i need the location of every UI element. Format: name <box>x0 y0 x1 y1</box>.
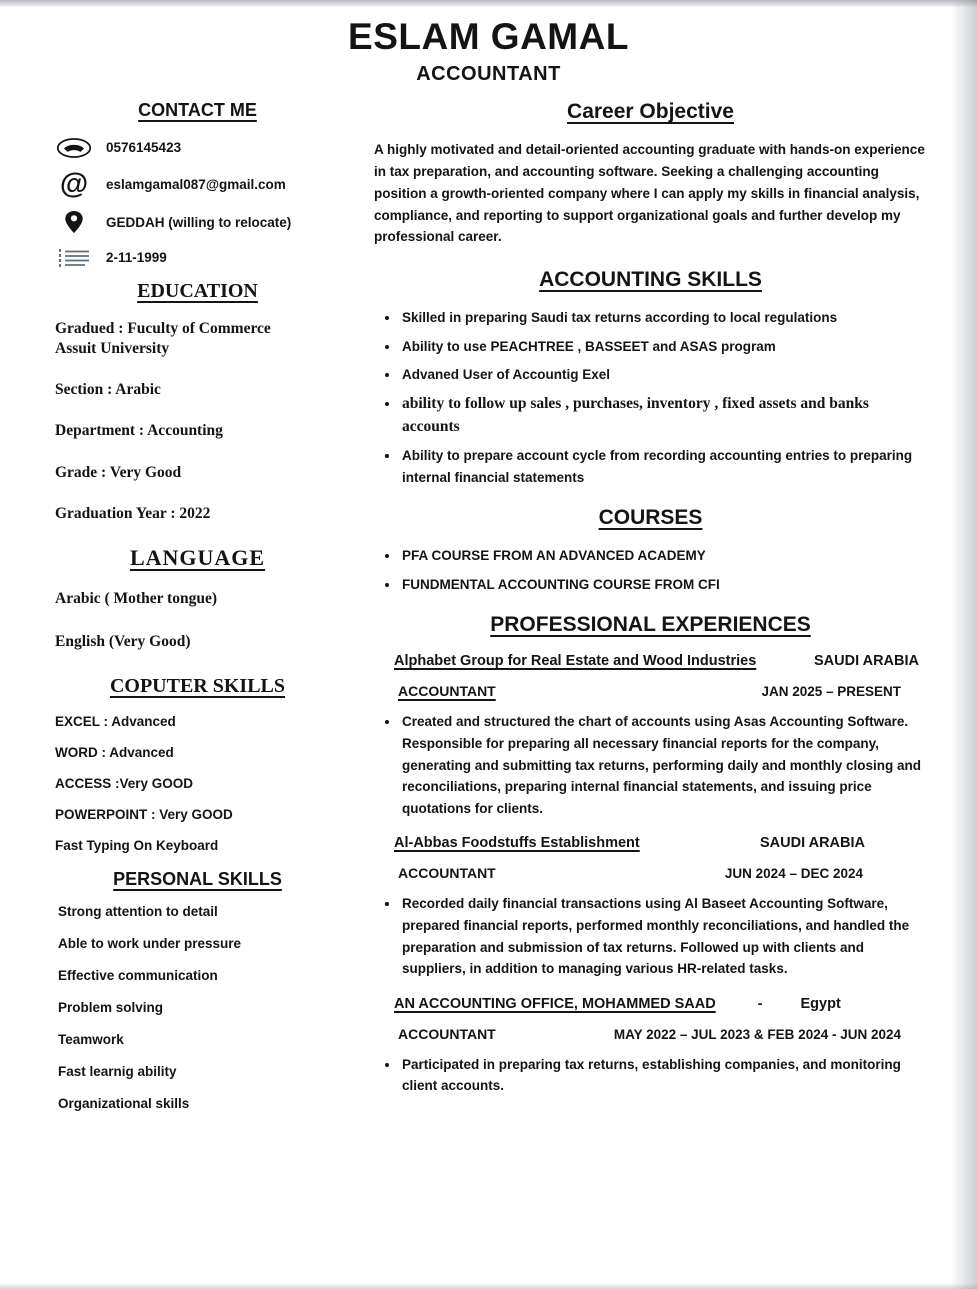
job-header <box>374 653 927 669</box>
location-separator: - <box>757 995 763 1012</box>
job-entry <box>374 653 927 819</box>
language-item: English (Very Good) <box>55 632 191 650</box>
computer-skill-item: ACCESS :Very GOOD <box>55 776 194 792</box>
computer-skills-list <box>55 714 340 853</box>
job-entry <box>374 835 927 979</box>
personal-skill-item: Fast learnig ability <box>58 1064 177 1080</box>
job-entry <box>374 996 927 1097</box>
job-role-row <box>374 1026 927 1042</box>
section-computer-skills <box>55 675 340 853</box>
accounting-skill-item: • Ability to use PEACHTREE , BASSEET and ASAS program <box>400 336 927 358</box>
job-description-list <box>374 1054 927 1097</box>
job-location: SAUDI ARABIA <box>760 835 865 852</box>
accounting-skill-item: • Skilled in preparing Saudi tax returns according to local regulations <box>400 307 927 329</box>
contact-row-location <box>55 209 340 235</box>
section-courses <box>374 506 927 595</box>
job-description-list <box>374 893 927 979</box>
personal-skills-heading: PERSONAL SKILLS <box>113 869 282 890</box>
education-item: Section : Arabic <box>55 381 161 399</box>
phone-icon <box>55 138 93 158</box>
job-role-row <box>374 683 927 699</box>
language-heading: LANGUAGE <box>129 544 266 570</box>
job-description: • Created and structured the chart of accounts using Asas Accounting Software. Responsible for preparing all necessary financial reports for the company, generating and submitting tax returns, performing daily and monthly closing and reconciliations, preparing internal financial statements, and issuing price quotations for clients. <box>400 711 927 819</box>
course-item: • PFA COURSE FROM AN ADVANCED ACADEMY <box>400 545 927 567</box>
section-contact <box>55 100 340 270</box>
email-value: eslamgamal087@gmail.com <box>106 177 286 192</box>
scan-edge-bottom <box>0 1283 977 1289</box>
personal-skill-item: Effective communication <box>58 968 218 984</box>
job-dates: MAY 2022 – JUL 2023 & FEB 2024 - JUN 2024 <box>613 1026 901 1042</box>
birthdate-value: 2-11-1999 <box>106 250 167 265</box>
contact-row-phone <box>55 135 340 160</box>
location-icon <box>55 209 93 235</box>
accounting-skill-item: • Advaned User of Accountig Exel <box>400 364 927 386</box>
courses-heading: COURSES <box>598 506 703 530</box>
job-location: Egypt <box>800 995 841 1012</box>
section-experience <box>374 613 927 1097</box>
accounting-skill-item: • Ability to prepare account cycle from recording accounting entries to preparing internal financial statements <box>400 445 927 488</box>
personal-skill-item: Teamwork <box>58 1032 124 1048</box>
section-personal-skills <box>55 869 340 1111</box>
scan-edge-top <box>0 0 977 7</box>
accounting-skill-item: • ability to follow up sales , purchases, inventory , fixed assets and banks accounts <box>400 393 927 438</box>
contact-list <box>55 135 340 270</box>
job-dates: JAN 2025 – PRESENT <box>761 684 901 700</box>
education-item: Department : Accounting <box>55 422 223 440</box>
company-name: Al-Abbas Foodstuffs Establishment <box>394 835 640 852</box>
experience-heading: PROFESSIONAL EXPERIENCES <box>490 613 811 637</box>
job-dates: JUN 2024 – DEC 2024 <box>724 866 863 882</box>
job-header <box>374 835 927 851</box>
language-item: Arabic ( Mother tongue) <box>55 589 218 607</box>
personal-skill-item: Able to work under pressure <box>58 936 242 952</box>
section-language <box>55 545 340 652</box>
columns <box>0 86 977 1128</box>
job-description: • Participated in preparing tax returns, establishing companies, and monitoring client accounts. <box>400 1054 927 1097</box>
contact-heading: CONTACT ME <box>138 100 257 120</box>
candidate-title: ACCOUNTANT <box>416 63 561 85</box>
accounting-skills-heading: ACCOUNTING SKILLS <box>539 268 762 292</box>
education-item: Gradued : Fuculty of Commerce Assuit University <box>55 320 271 358</box>
career-objective-heading: Career Objective <box>567 100 734 123</box>
language-list <box>55 589 340 652</box>
scan-edge-right <box>951 0 977 1289</box>
header <box>0 16 977 86</box>
sidebar <box>55 100 340 1128</box>
computer-skill-item: EXCEL : Advanced <box>55 714 176 730</box>
education-heading: EDUCATION <box>137 280 258 302</box>
job-role: ACCOUNTANT <box>398 865 496 882</box>
accounting-skills-list <box>374 307 927 488</box>
education-item: Grade : Very Good <box>55 463 182 481</box>
job-role: ACCOUNTANT <box>398 1025 496 1042</box>
job-role: ACCOUNTANT <box>398 683 496 700</box>
education-list <box>55 319 340 524</box>
job-description: • Recorded daily financial transactions using Al Baseet Accounting Software, prepared financial reports, performed monthly reconciliations, and handled the preparation and submission of tax returns. Followed up with clients and suppliers, in addition to managing various HR-related tasks. <box>400 893 927 979</box>
main-content <box>352 100 927 1101</box>
education-item: Graduation Year : 2022 <box>55 504 211 522</box>
calendar-icon <box>55 248 93 268</box>
computer-skills-heading: COPUTER SKILLS <box>109 675 286 698</box>
phone-value: 0576145423 <box>106 140 182 155</box>
email-icon: @ <box>59 168 89 200</box>
job-location: SAUDI ARABIA <box>814 653 919 670</box>
personal-skills-list <box>55 904 340 1111</box>
job-role-row <box>374 865 927 881</box>
personal-skill-item: Problem solving <box>58 1000 164 1016</box>
personal-skill-item: Strong attention to detail <box>58 904 218 920</box>
candidate-name: ESLAM GAMAL <box>348 16 629 57</box>
computer-skill-item: POWERPOINT : Very GOOD <box>55 807 233 823</box>
company-name: Alphabet Group for Real Estate and Wood Industries <box>394 653 757 670</box>
computer-skill-item: WORD : Advanced <box>55 745 174 761</box>
location-value: GEDDAH (willing to relocate) <box>106 214 292 230</box>
job-description-list <box>374 711 927 819</box>
contact-row-birthdate <box>55 245 340 270</box>
section-accounting-skills <box>374 268 927 488</box>
job-header <box>374 996 927 1012</box>
course-item: • FUNDMENTAL ACCOUNTING COURSE FROM CFI <box>400 574 927 596</box>
personal-skill-item: Organizational skills <box>58 1096 190 1112</box>
section-career-objective <box>374 100 927 248</box>
computer-skill-item: Fast Typing On Keyboard <box>55 838 219 854</box>
career-objective-text: A highly motivated and detail-oriented accounting graduate with hands-on experience in tax preparation, and accounting software. Seeking a challenging accounting position a growth-oriented company where I can apply my skills in financial analysis, compliance, and reporting to support organizational goals and further develop my professional career. <box>374 142 925 245</box>
contact-row-email <box>55 170 340 199</box>
courses-list <box>374 545 927 595</box>
company-name: AN ACCOUNTING OFFICE, MOHAMMED SAAD <box>394 995 716 1012</box>
section-education <box>55 280 340 524</box>
